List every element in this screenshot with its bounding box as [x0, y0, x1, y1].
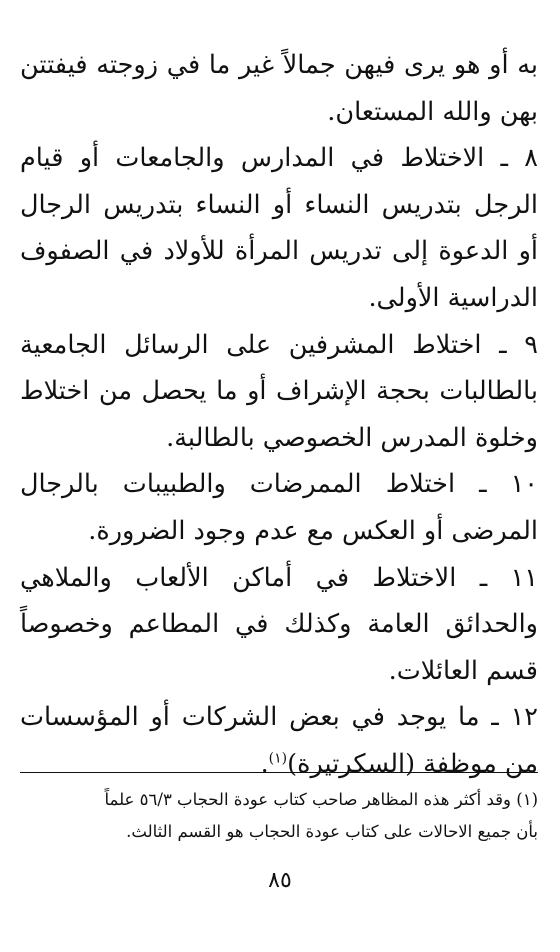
paragraph-item-12-text: ١٢ ـ ما يوجد في بعض الشركات أو المؤسسات من موظفة (السكرتيرة)	[20, 702, 538, 779]
paragraph-item-9: ٩ ـ اختلاط المشرفين على الرسائل الجامعية بالطالبات بحجة الإشراف أو ما يحصل من اختلاط وخلوة المدرس الخصوصي بالطالبة.	[20, 329, 538, 453]
paragraph-end-mark: .	[260, 748, 269, 779]
paragraph-item-11: ١١ ـ الاختلاط في أماكن الألعاب والملاهي والحدائق العامة وكذلك في المطاعم وخصوصاً قسم العائلات.	[20, 562, 538, 686]
footnote-marker[interactable]: (١)	[268, 750, 288, 767]
paragraph-item-10: ١٠ ـ اختلاط الممرضات والطبيبات بالرجال المرضى أو العكس مع عدم وجود الضرورة.	[20, 469, 538, 546]
paragraph-item-12	[20, 694, 538, 787]
footnote-line-2: بأن جميع الاحالات على كتاب عودة الحجاب هو القسم الثالث.	[126, 822, 538, 841]
paragraph-continuation: به أو هو يرى فيهن جمالاً غير ما في زوجته فيفتتن بهن والله المستعان.	[20, 50, 538, 127]
paragraph-item-8: ٨ ـ الاختلاط في المدارس والجامعات أو قيام الرجل بتدريس النساء أو النساء بتدريس الرجال أو الدعوة إلى تدريس المرأة للأولاد في الصفوف الدراسية الأولى.	[20, 143, 538, 313]
footnote-separator	[20, 772, 538, 773]
footnote	[20, 784, 538, 848]
footnote-line-1: (١) وقد أكثر هذه المظاهر صاحب كتاب عودة الحجاب ٥٦/٣ علماً	[104, 790, 538, 809]
page-number: ٨٥	[268, 868, 292, 893]
main-text	[20, 42, 538, 788]
